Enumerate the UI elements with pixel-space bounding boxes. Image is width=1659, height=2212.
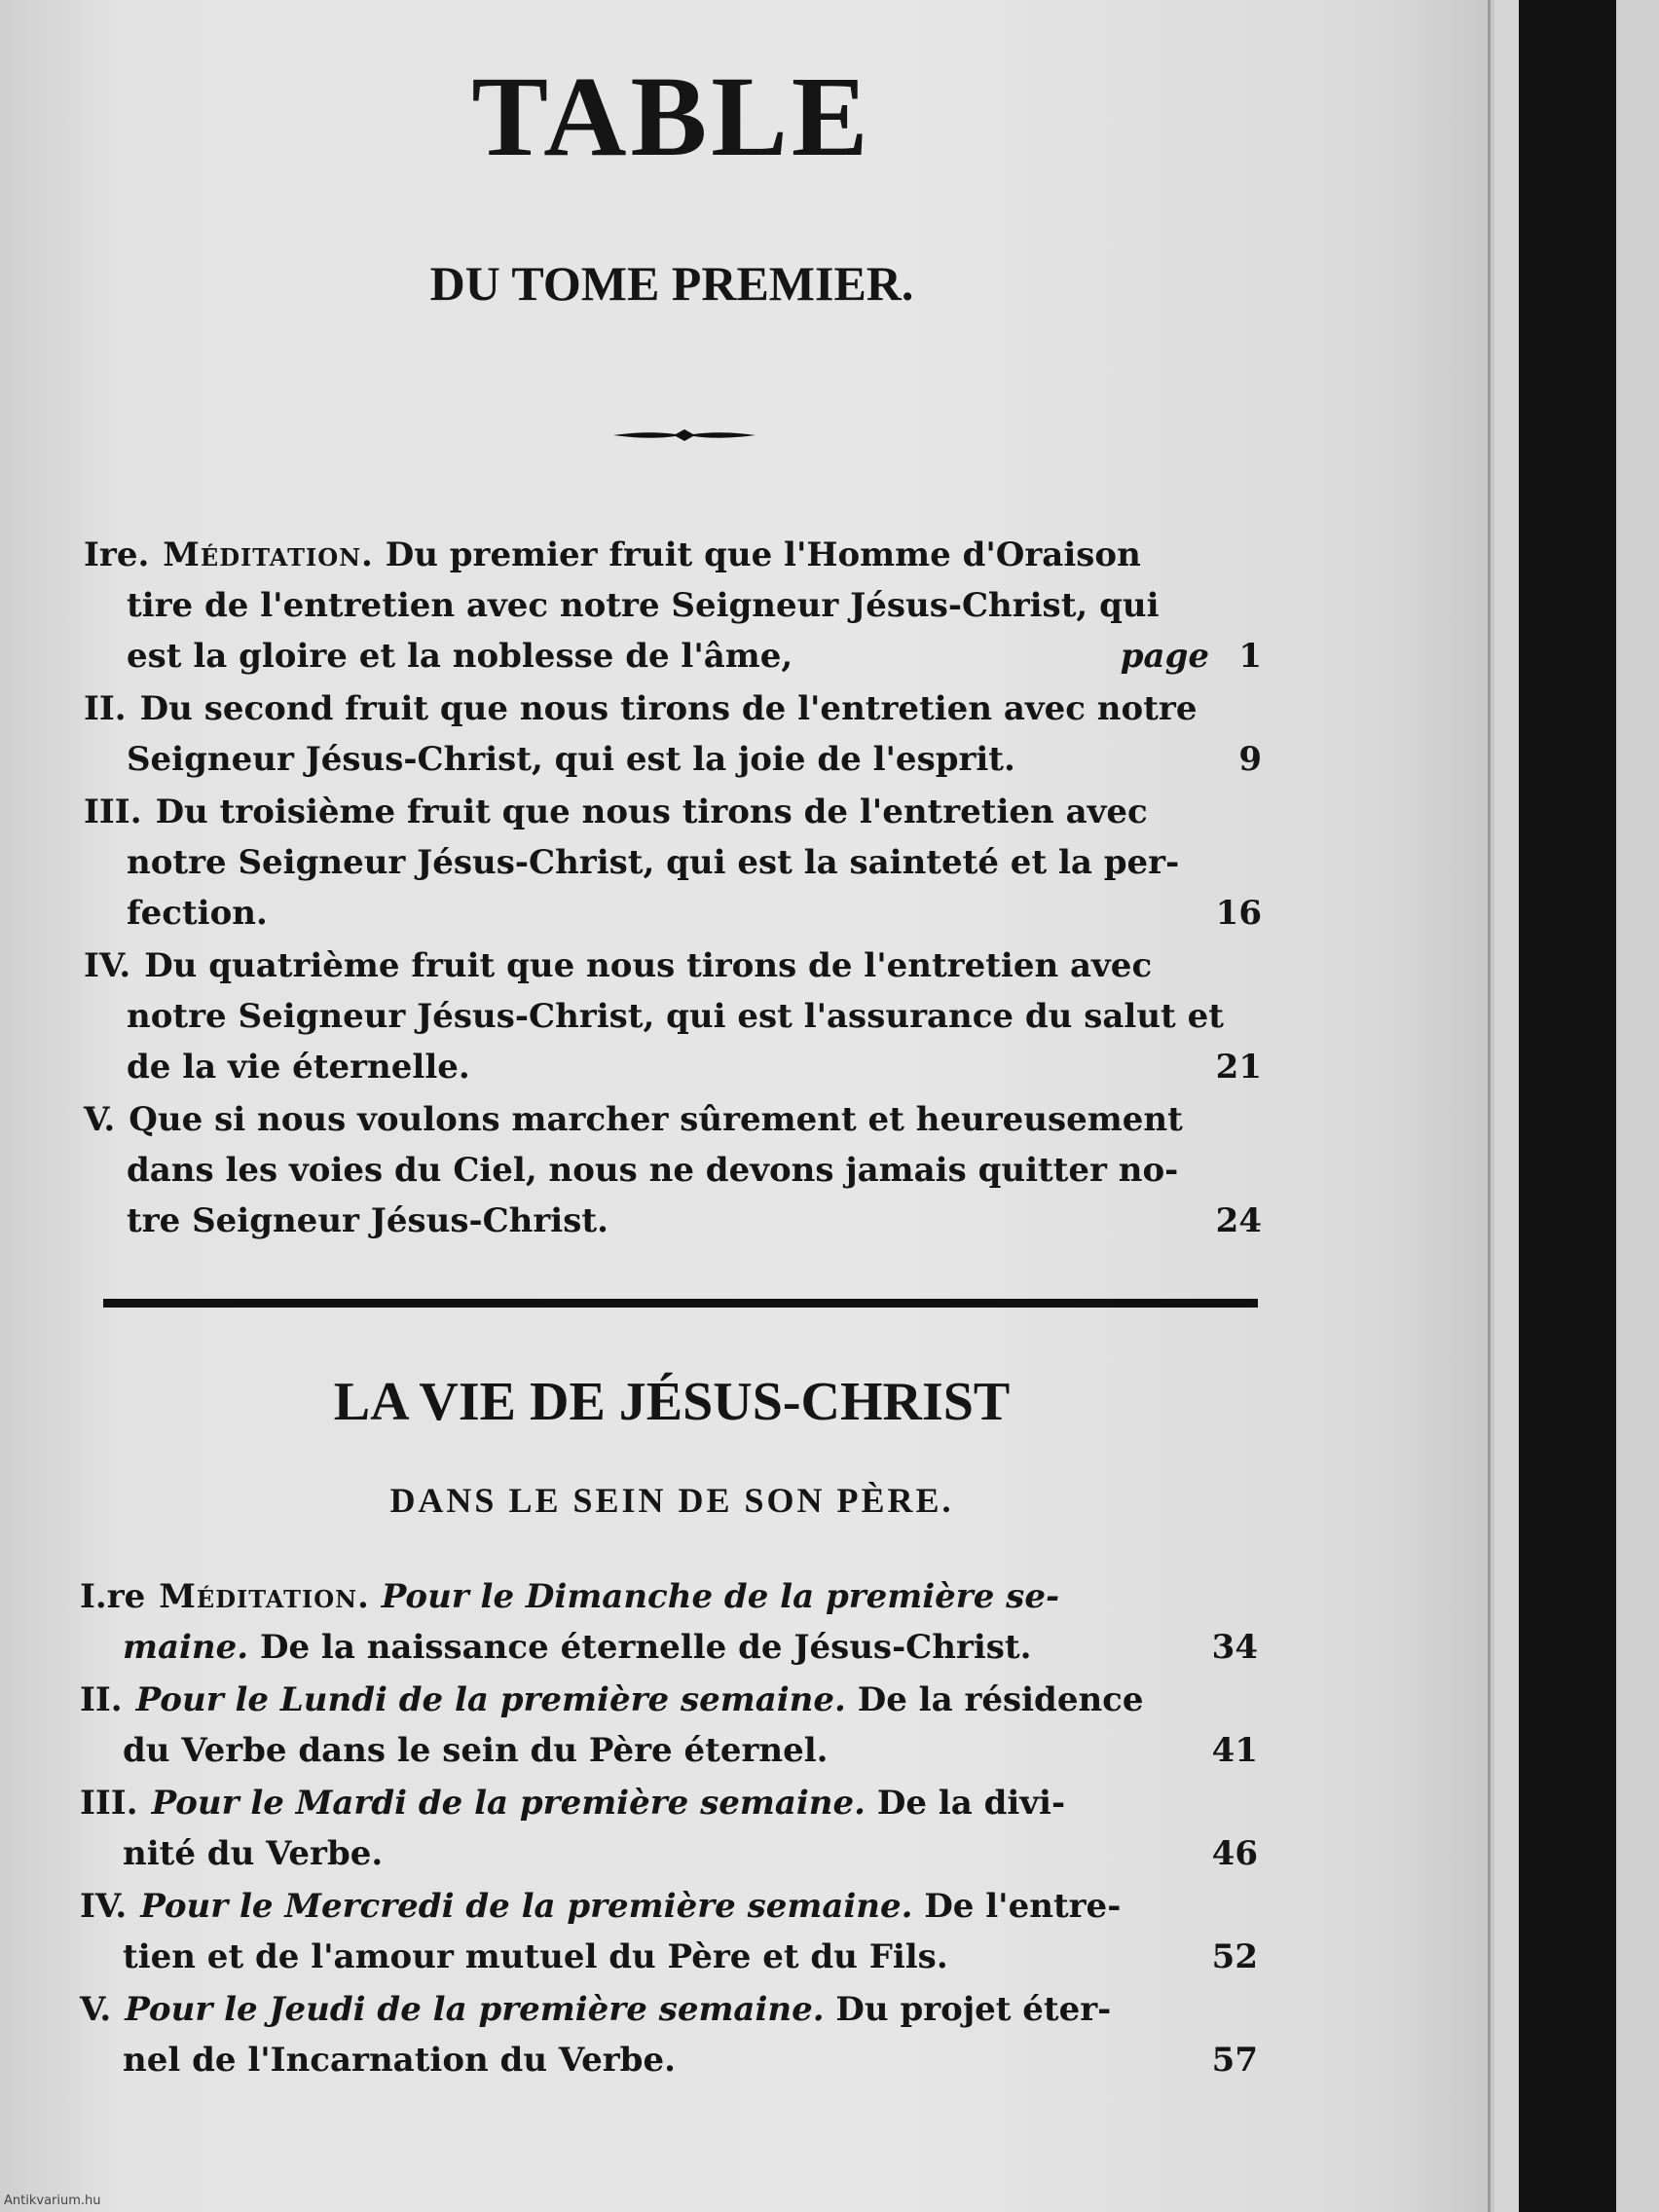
- page-number: 57: [1211, 2041, 1258, 2080]
- entry-italic: maine.: [123, 1628, 249, 1667]
- entry-number: I.re: [80, 1577, 146, 1616]
- entry-italic: Pour le Mardi de la première semaine.: [151, 1784, 866, 1823]
- page-label: page: [1120, 637, 1209, 676]
- page-number: 21: [1215, 1048, 1262, 1087]
- entry-text: De l'entre-: [924, 1887, 1122, 1926]
- entry-text: Que si nous voulons marcher sûrement et heureusement: [129, 1100, 1183, 1139]
- toc-entry: [80, 1571, 1258, 1673]
- toc-entry: [80, 1984, 1258, 2085]
- watermark: Antikvarium.hu: [4, 2194, 101, 2208]
- entry-text: tre Seigneur Jésus-Christ.: [127, 1201, 608, 1240]
- page-number: 1: [1238, 637, 1262, 676]
- entry-number: III.: [80, 1784, 138, 1823]
- ornament-divider-icon: [613, 428, 756, 442]
- entry-text: notre Seigneur Jésus-Christ, qui est la sainteté et la per-: [127, 843, 1180, 882]
- page-number: 46: [1211, 1834, 1258, 1873]
- entry-number: IV.: [80, 1887, 128, 1926]
- toc-entry: [84, 787, 1262, 939]
- page-number: 24: [1215, 1201, 1262, 1240]
- entry-italic: Pour le Jeudi de la première semaine.: [125, 1990, 825, 2029]
- entry-text: nel de l'Incarnation du Verbe.: [123, 2041, 676, 2080]
- page-number: 52: [1211, 1937, 1258, 1976]
- entry-number: III.: [84, 793, 142, 831]
- entry-label: Méditation.: [163, 535, 374, 574]
- entry-label: Méditation.: [159, 1577, 370, 1616]
- page-number: 16: [1215, 894, 1262, 933]
- section-subtitle: DANS LE SEIN DE SON PÈRE.: [389, 1481, 954, 1520]
- entry-italic: Pour le Mercredi de la première semaine.: [140, 1887, 913, 1926]
- entry-text: de la vie éternelle.: [127, 1048, 470, 1087]
- entry-text: Du premier fruit que l'Homme d'Oraison: [385, 535, 1141, 574]
- toc-entry: [84, 683, 1262, 785]
- entry-text: du Verbe dans le sein du Père éternel.: [123, 1731, 829, 1770]
- entry-number: II.: [84, 689, 127, 728]
- toc-entry: [80, 1881, 1258, 1982]
- book-edge: [1616, 0, 1659, 2212]
- page-subtitle: DU TOME PREMIER.: [429, 256, 914, 311]
- book-spine: [1519, 0, 1616, 2212]
- entry-number: IV.: [84, 946, 131, 985]
- entry-text: Seigneur Jésus-Christ, qui est la joie de l'esprit.: [127, 740, 1015, 779]
- entry-text: notre Seigneur Jésus-Christ, qui est l'assurance du salut et: [127, 997, 1224, 1036]
- toc-entry: [84, 940, 1262, 1092]
- toc-entry: [84, 1094, 1262, 1246]
- toc-entry: [84, 530, 1262, 682]
- entry-number: Ire.: [84, 535, 150, 574]
- entry-italic: Pour le Lundi de la première semaine.: [135, 1680, 846, 1719]
- entry-text: nité du Verbe.: [123, 1834, 384, 1873]
- entry-text: dans les voies du Ciel, nous ne devons jamais quitter no-: [127, 1151, 1179, 1190]
- toc-entry: [80, 1675, 1258, 1776]
- entry-text: De la résidence: [857, 1680, 1144, 1719]
- entry-number: V.: [84, 1100, 116, 1139]
- entry-text: Du troisième fruit que nous tirons de l'entretien avec: [155, 793, 1148, 831]
- entry-italic: Pour le Dimanche de la première se-: [381, 1577, 1060, 1616]
- page-number: 34: [1211, 1628, 1258, 1667]
- page-number: 41: [1211, 1731, 1258, 1770]
- entry-text: tien et de l'amour mutuel du Père et du Fils.: [123, 1937, 948, 1976]
- entry-text: Du quatrième fruit que nous tirons de l'entretien avec: [144, 946, 1153, 985]
- entry-text: De la naissance éternelle de Jésus-Christ.: [259, 1628, 1032, 1667]
- entry-text: fection.: [127, 894, 268, 933]
- page-edge-line: [1488, 0, 1491, 2212]
- page-number: 9: [1238, 740, 1262, 779]
- page-title: TABLE: [471, 53, 872, 180]
- entry-text: tire de l'entretien avec notre Seigneur Jésus-Christ, qui: [127, 586, 1160, 625]
- entry-number: II.: [80, 1680, 123, 1719]
- entry-text: De la divi-: [876, 1784, 1066, 1823]
- section-rule: [103, 1299, 1258, 1308]
- entry-text: Du projet éter-: [835, 1990, 1112, 2029]
- entry-text: est la gloire et la noblesse de l'âme,: [127, 637, 793, 676]
- entry-number: V.: [80, 1990, 112, 2029]
- entry-text: Du second fruit que nous tirons de l'entretien avec notre: [139, 689, 1198, 728]
- toc-entry: [80, 1778, 1258, 1879]
- section-title: LA VIE DE JÉSUS-CHRIST: [333, 1372, 1011, 1432]
